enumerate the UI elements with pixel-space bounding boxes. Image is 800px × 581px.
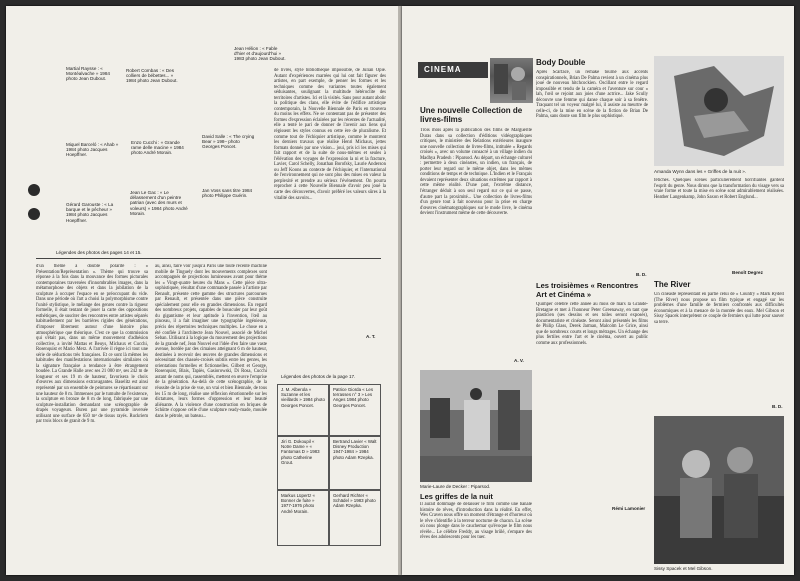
signature: B. D.	[772, 404, 783, 409]
photo-caption: Sissy Spacek et Mel Gibson.	[654, 566, 713, 571]
signature: Benoît Degrez	[732, 270, 763, 275]
binder-hole	[28, 184, 40, 196]
photo-credit: David Salle : « The crying Bear » 198– photo Georges Poncet.	[202, 134, 255, 150]
photo-credit: Martial Raysse : « Montéalvache » 1984 photo Jean Dubout.	[66, 66, 110, 82]
article-title: The River	[654, 280, 691, 289]
article-body: Un cinéaste représentant en partie celui de « Country » Mark Rydell (The River) nous propose un film typique et engagé sur les problèmes d'une famille de fermiers confrontés aux difficultés économiques et à la menace de la montée des eaux. Mel Gibson et Sissy Spacek interprètent ce couple de fermiers qui lutte pour sauver sa terre.	[654, 292, 784, 325]
photo-credit: Gérard Garouste : « La barque et le pêcheur » 1984 photo Jacques Hoepffner.	[66, 202, 114, 223]
photo-credit: Jean Le Gac : « Le délassement d'un peintre patrian (avec des murs et voleurs) » 1984 photo André Morain.	[130, 190, 188, 216]
credit-box: Gerhard Richter « Schädel » 1983 photo Adam Rzepka.	[329, 490, 381, 546]
right-page	[402, 6, 794, 575]
signature: A. T.	[366, 334, 376, 339]
photo-credit: Enzo Cucchi : « Grande rame delle macine » 1984 photo André Morain.	[131, 140, 184, 156]
photo-caption: Amanda Wynn dans les « Griffes de la nuit ».	[654, 169, 747, 174]
photo-credit: Jan Voss sans titre 1984 photo Philippe Guérin.	[202, 188, 253, 199]
article-title: Une nouvelle Collection de livres-films	[420, 106, 523, 124]
article-body: fétiches. Quelques scènes particulièrement horrifiantes gardent l'esprit du genre. Nous dirons que la transformation du visage vers sa vraie forme et toute la mise en scène sont admirablement réalisées. Heather Langenkamp, John Saxon et Robert Englund...	[654, 178, 784, 200]
body-column: de livres, style bibliothèque impossible, de Julian Opie. Autant d'expériences marrées qui lui ont fait figurer des artistes, en part exemple, de penser les formes et les techniques comme des variantes toutes également séduisantes, soulignant la multitude hétéroclite des territoires d'artistes. Ici et là visités. Sans pour autant abolir la politique des clans, elle évite de l'édifice artistique contemporain, la Nouvelle Biennale de Paris en trouvera du moins les effets. Ne se contentant pas de présenter des formes d'expression éclairées par les récentes de l'actualité, elle a tenté le pari de donner de l'avenir aux liens qui régissent les styles connus en cette ère de pluralisme. Et comme tout de l'échiquier artistique, comme le montrent les derniers travaux que réalise Henri Michaux, jettes formats donnés par une vision... joui, pris ici les mises qui fait rapport et de la suite de nous-mêmes et seules à l'élévation des voyages de l'expression la ni et la fracture, Lavier, Carol Schelly, Jonathan Borofsky, Laurie Anderson ou Jeff Koons au contexte de l'échiquier, et l'international de l'environnement qui ne sont plus des mises en valeur la perplexité et prendre au sérieux l'événement. On pourra reprocher à cette Nouvelle Biennale d'avoir peu joué la carte des découvertes, d'avoir préféré les valeurs sûres à la vitalité des savoirs...	[274, 68, 386, 201]
photo-credit: Jean Hélion : « Fable d'hier et d'aujourd'hui » 1983 photo Jean Dubout.	[234, 46, 286, 62]
section-tag: CINEMA	[418, 62, 488, 78]
photo-legend: Légendes des photos des pages 14 et 15.	[56, 250, 142, 255]
signature: Rémi Lamonier	[612, 506, 646, 511]
photo-legend: Légendes des photos de la page 17.	[281, 374, 356, 379]
credit-box: J. M. Alberola « Suzanne et les vieillards » 1984 photo Georges Poncet.	[277, 384, 329, 436]
left-page	[6, 6, 398, 575]
article-body: Après Scarface, un remake tourné aux accents conspirationnels, Brian De Palma revient à un cinéma plus joué de nouveau hitchcockien. Oscillant entre le regard impossible et tendu de la caméra et l'aventure sur cour « lah, l'œil se rejoint aux joies d'une actrice... Jake Scully découvre une femme qui danse chaque soir à sa fenêtre. Traquant tel un voyeur malgré lui, il assiste au meurtre de celle-ci, de la mise en scène de la fiction de Brian De Palma, sans doute son film le plus sophistiqué.	[536, 70, 648, 120]
photo-credit: Miquel Barceló : « Ahab » 1984 photo Jacques Hoepffner.	[66, 142, 119, 158]
article-title: Les troisièmes « Rencontres Art et Cinéma »	[536, 281, 639, 299]
credit-box: Markus Lüpertz « Bonner de fuite » 1977-1976 photo André Morain.	[277, 490, 329, 546]
article-body: Trois mois après la publication des films de Marguerite Duras dans sa collection d'éditions vidéographiques critiques, le ministère des Relations extérieures inaugure une nouvelle collection de livres-films, intitulée « Regards croisés », avec un volume consacré à un village indien du Madhya Pradesh : Piparsod. Au départ, un échange culturel : permettre à deux cinéastes, un indien, un français, de porter leur regard sur le même objet, dans les mêmes conditions de temps et de technique. L'Indien et le Français devaient représenter deux situations extrêmes par rapport à cette même réalité. D'une part, l'extrême distance, l'étranger déduit à son seul regard sur ce qui se passe, d'autre part la proximité... Une collection de livres-films d'un genre tout à fait nouveau pour la prise en charge d'œuvres cinématographiques sur le mode livre, le cinéma devient l'instrument même de cette découverte.	[420, 128, 532, 217]
article-title: Les griffes de la nuit	[420, 492, 493, 501]
article-body: Il aurait dommage de délaisser le film comme une banale histoire de rêves, d'introduction dans la réalité. En effet, Wes Craven nous offre un moment d'étrange et d'horreur où le rêve s'identifie à la terreur nocturne de chacun. La scène où nous plonge dans le cauchemar qu'évoque le film nous révèle... Le célèbre Freddy, au visage brûlé, s'empare des rêves des adolescents pour les tuer.	[420, 502, 532, 541]
film-still-photo	[490, 58, 533, 103]
credit-box: Patrice Giorda « Les terrasses n° 3 » Les Anges 1984 photo Georges Poncet.	[329, 384, 381, 436]
article-body: Quimper célèbre cette année au mois de mars la Grande-Bretagne et met à l'honneur Peter Greenaway, en tant que plasticien (ses dessins et ses toiles seront exposés), documentariste et cinéaste. Seront ainsi présentés les films de Philip Glass, Derek Jarman, Malcolm Le Grice, ainsi que de nombreux courts et longs métrages. Un échange des plus fertiles entre l'art et le cinéma, ouvert au public comme aux professionnels.	[536, 302, 648, 346]
the-river-photo	[654, 416, 784, 564]
binder-hole	[28, 208, 40, 220]
credit-box: Jiri G. Dokoupil « Notre Dame » « Fantomas D » 1983 photo Catherine Grout.	[277, 436, 329, 490]
griffes-photo	[654, 56, 784, 166]
piparsod-photo	[420, 370, 532, 482]
article-title: Body Double	[536, 58, 586, 67]
photo-credit: Robert Combas : « Des colliers de bébettes... » 1984 photo Jean Dubout.	[126, 68, 178, 84]
credit-box: Bertrand Lavier « Walt Disney Production 1947-1984 » 1984 photo Adam Rzepka.	[329, 436, 381, 490]
body-column: d'un thème à double polarité : « Présentation/Représentation ». Thème qui trouve sa réponse à la fois dans la mouvance des formes picturales contemporaines traversées d'innombrables images, dans la métamorphose des objets et dans la jubilation de la sculpture à occuper l'espace en se préoccupant du vide. Dans une période où l'art a choisi la polymorphisme contre l'unité stylistique, le mélange des genres contre la rigueur formelle, il était tentant de jouer la carte des oppositions esthétiques, de susciter des rencontres entre artistes séparés habituellement par les barrières rigides des générations, d'imposer librement autour d'une histoire plus atmosphérique que théorique. C'est ce que la commission qui s'était pas, dans un même mouvement d'adhésion collective, a invité Mattas et Beuys, Michaux et Cucchi, Rosenquist et Mario Merz. A l'arrivée il règne ici tout une série de séductions très françaises. Et ce sont là mêmes les habitudes des manifestations internationales similaires où la signature française a tendance à être étrangement boudée. La Grande Halle avec ses 21 000 m², ses 242 m de longueur et ses 19 m de hauteur, favorisera le choix d'œuvres aux dimensions extravagantes. Baselitz est ainsi représenté par un ensemble de peintures se répartissant sur une hauteur de 8 m. Immenses par le tumulte de l'existence, la sculpture en bronze de 8 m de long, fabriquée par une sculpture-installation demandant une scénographie de drapés voyageurs. Buren par une pyramide inversée utilisant une surface de 650 m² de tissus rayés. Ruckriem par trois blocs de granit de 9 m.	[36, 264, 148, 425]
signature: B. D.	[636, 272, 647, 277]
body-column: au, ainsi, faire voir jusqu'à Paris une toute récente machine mobile de Tinguely dont les mouvements complexes sont accompagnés de projections lumineuses avant pour thème les « Vingt-quatre heures du Mans ». Cette pièce ultra-sophistiquée, résultat d'une commande passée à l'artiste par Renault, présente cette gamme des structures parcourues par Renault, et présentée dans une pièce construite spécialement pour elle en grandes dimensions. En regard des nombreux projets, capables de bousculer par leur goût du gigantisme et leur aptitude à l'invention, l'œil au pinceau, il a fait imaginer une typographie ingénieuse, précis des répertoires techniques multiples. Le chose en a été confiée à l'architecte Jean Nouvel, associé de Michel Seban. Utilisant à la logique du mouvement des projections de la grande nef, Jean Nouvel eut l'idée d'en faire une vaste avenue, bordée par des cimaises atteignant 6 m de hauteur, destinées à recevoir des œuvres de grandes dimensions et nécessitant des chassés-croisés subtils entre les genres, les orientations formelles et fictionnelles. Gilbert et George, Rosenquist, Blais, Tapiès, Gasiorowski, Di Rosa, Cucchi autant de noms qui, rassemblés, mettent en œuvre l'emprise de la génération. Au-delà de cette scénographie, de la réussite de la prise de vue, un vrai et bien Biennale, de tous les 15 m de long, réalise une réflexion émotionnelle sur les dictatures, leurs formes d'oppression et leur beauté aliénante. A la violence d'une construction en briques de Schütte s'oppose celle d'une sculpture ready-made, moulée dans le pétrole, un bateau...	[155, 264, 267, 419]
signature: A. V.	[514, 358, 524, 363]
photo-caption: Marie-Laure de Decker : Piparsod.	[420, 484, 491, 489]
